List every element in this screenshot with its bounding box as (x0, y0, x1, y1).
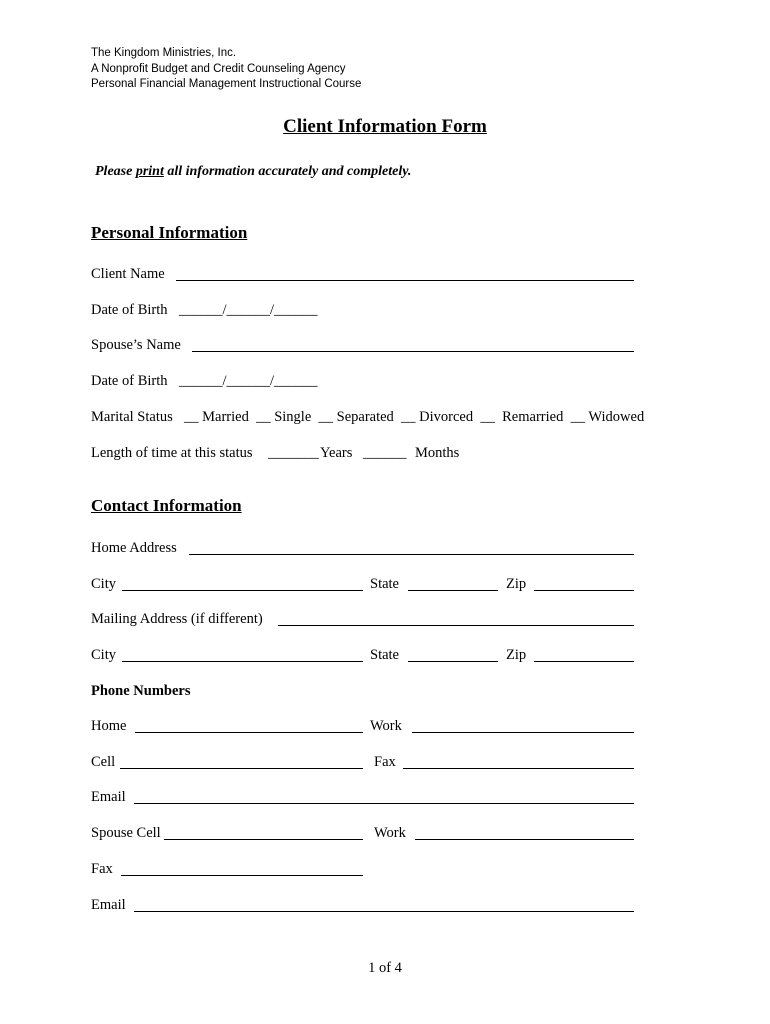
marital-status-label: Marital Status (91, 409, 173, 425)
state-label: State (370, 576, 399, 592)
work-phone-field[interactable] (412, 732, 634, 733)
home-phone-field[interactable] (135, 732, 363, 733)
spouse-dob-field[interactable]: ______/______/______ (179, 373, 318, 389)
home-address-field[interactable] (189, 554, 634, 555)
org-name: The Kingdom Ministries, Inc. (91, 47, 237, 59)
work-phone-label: Work (370, 718, 402, 734)
org-description: A Nonprofit Budget and Credit Counseling Agency (91, 63, 346, 75)
mailing-state-label: State (370, 647, 399, 663)
length-years-field[interactable]: _______ (268, 445, 319, 461)
dob-row (91, 301, 391, 321)
spouse-work-field[interactable] (415, 839, 634, 840)
client-name-label: Client Name (91, 266, 165, 282)
spouse-fax-row (91, 860, 391, 880)
instructions (95, 164, 411, 180)
spouse-email-field[interactable] (134, 911, 634, 912)
page-number: 1 of 4 (368, 960, 402, 976)
spouse-email-row (91, 896, 636, 916)
years-label: Years (320, 445, 353, 461)
spouse-cell-row (91, 824, 636, 844)
spouse-dob-label: Date of Birth (91, 373, 168, 389)
instructions-after: all information accurately and completely. (163, 164, 412, 179)
mailing-city-field[interactable] (122, 661, 363, 662)
mailing-zip-field[interactable] (534, 661, 634, 662)
spouse-work-label: Work (374, 825, 406, 841)
form-title (0, 116, 770, 138)
spouse-fax-label: Fax (91, 861, 113, 877)
mailing-city-row (91, 646, 636, 666)
fax-field[interactable] (403, 768, 634, 769)
email-field[interactable] (134, 803, 634, 804)
spouse-cell-label: Spouse Cell (91, 825, 161, 841)
course-name: Personal Financial Management Instructional Course (91, 78, 362, 90)
home-phone-label: Home (91, 718, 127, 734)
dob-field[interactable]: ______/______/______ (179, 302, 318, 318)
spouse-name-row (91, 336, 636, 356)
city-row (91, 575, 636, 595)
spouse-fax-field[interactable] (121, 875, 363, 876)
client-name-row (91, 265, 636, 285)
home-address-label: Home Address (91, 540, 177, 556)
phone-numbers-heading (91, 682, 291, 702)
email-row (91, 788, 636, 808)
client-name-field[interactable] (176, 280, 634, 281)
mailing-address-row (91, 610, 636, 630)
spouse-name-label: Spouse’s Name (91, 337, 181, 353)
instructions-before: Please (95, 164, 136, 179)
mailing-city-label: City (91, 647, 116, 663)
spouse-email-label: Email (91, 897, 126, 913)
cell-phone-label: Cell (91, 754, 116, 770)
length-months-field[interactable]: ______ (363, 445, 407, 461)
home-address-row (91, 539, 636, 559)
months-label: Months (415, 445, 460, 461)
mailing-address-field[interactable] (278, 625, 634, 626)
spouse-name-field[interactable] (192, 351, 634, 352)
city-field[interactable] (122, 590, 363, 591)
spouse-dob-row (91, 372, 391, 392)
section-personal-heading: Personal Information (91, 223, 248, 242)
city-label: City (91, 576, 116, 592)
state-field[interactable] (408, 590, 498, 591)
zip-label: Zip (506, 576, 527, 592)
fax-label: Fax (374, 754, 396, 770)
zip-field[interactable] (534, 590, 634, 591)
mailing-state-field[interactable] (408, 661, 498, 662)
email-label: Email (91, 789, 126, 805)
marital-status-options[interactable]: __ Married __ Single __ Separated __ Divorced __ Remarried __ Widowed (184, 409, 645, 425)
phone-numbers-label: Phone Numbers (91, 683, 191, 699)
instructions-emph: print (135, 164, 164, 179)
mailing-zip-label: Zip (506, 647, 527, 663)
cell-phone-field[interactable] (120, 768, 363, 769)
mailing-address-label: Mailing Address (if different) (91, 611, 263, 627)
spouse-cell-field[interactable] (164, 839, 363, 840)
form-title-text: Client Information Form (283, 116, 487, 137)
marital-status-row (91, 408, 691, 428)
length-row (91, 444, 491, 464)
cell-phone-row (91, 753, 636, 773)
length-label: Length of time at this status (91, 445, 253, 461)
section-contact-heading: Contact Information (91, 496, 242, 515)
home-phone-row (91, 717, 636, 737)
dob-label: Date of Birth (91, 302, 168, 318)
